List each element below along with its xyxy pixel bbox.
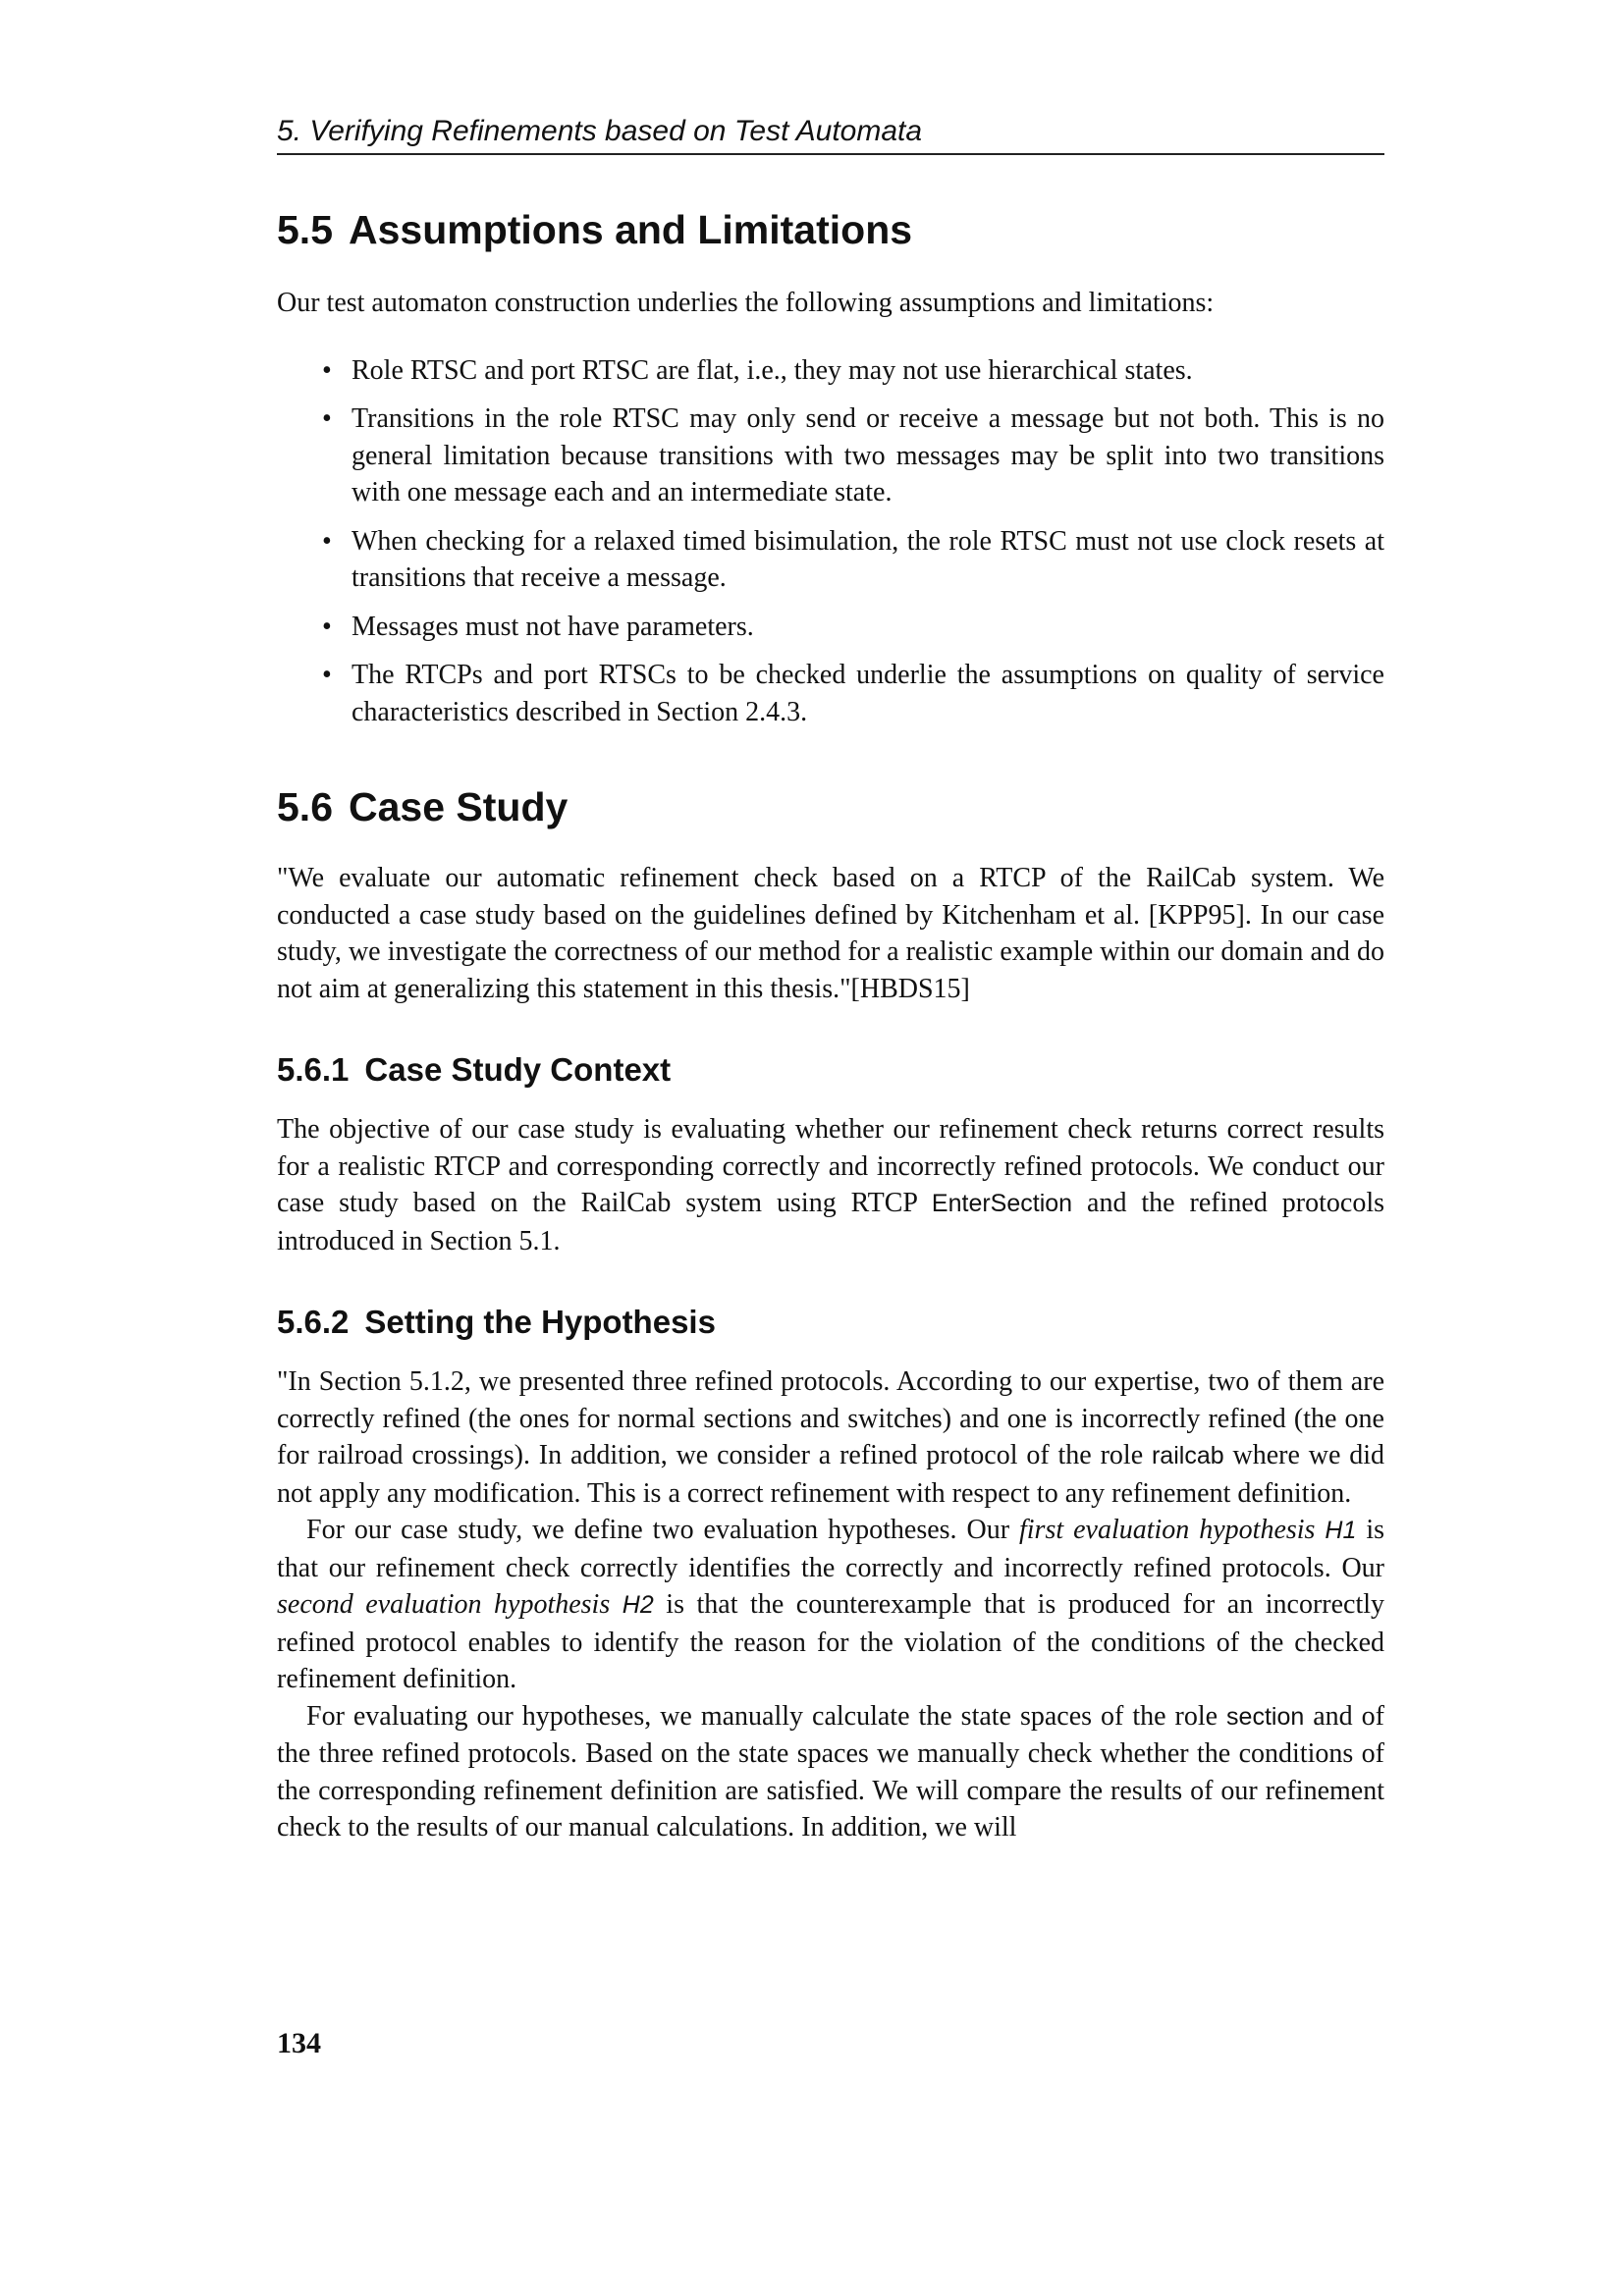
list-item	[277, 352, 1384, 390]
text-run: For evaluating our hypotheses, we manually calculate the state spaces of the role	[306, 1700, 1218, 1732]
text-run: For our case study, we define two evaluation hypotheses. Our	[306, 1515, 1010, 1545]
section-title: Case Study	[349, 784, 568, 829]
hypothesis-label: H2	[622, 1591, 654, 1619]
text-run: The objective of our case study is evaluating whether our refinement check returns correct results for a realistic RTCP and corresponding correctly and incorrectly refined protocols. We conduct our case study based on the RailCab system using RTCP	[277, 1114, 1384, 1218]
section-5-6-2-paragraph-2	[277, 1512, 1384, 1698]
subsection-title: Setting the Hypothesis	[364, 1304, 716, 1340]
header-rule	[277, 153, 1384, 155]
list-item-text: Transitions in the role RTSC may only send or receive a message but not both. This is no general limitation because transitions with two messages may be split into two transitions with one message each and an intermediate state.	[352, 403, 1384, 507]
bullet-icon: •	[322, 354, 332, 386]
section-heading-5-6	[277, 779, 1384, 834]
list-item-text: When checking for a relaxed timed bisimulation, the role RTSC must not use clock resets at transitions that receive a message.	[352, 525, 1384, 593]
text-run: "In Section 5.1.2, we presented three refined protocols. According to our expertise, two of them are correctly refined (the ones for normal sections and switches) and one is incorrectly refined (the one for railroad crossings). In addition, we consider a refined protocol of the role	[277, 1366, 1384, 1470]
text-run: and the refined protocols introduced in Section 5.1.	[277, 1188, 1384, 1256]
subsection-number: 5.6.2	[277, 1304, 350, 1340]
section-number: 5.6	[277, 784, 333, 829]
emphasis: first evaluation hypothesis	[1019, 1515, 1316, 1545]
bullet-icon: •	[322, 660, 332, 690]
section-number: 5.5	[277, 207, 333, 252]
list-item-text: The RTCPs and port RTSCs to be checked underlie the assumptions on quality of service characteristics described in Section 2.4.3.	[352, 660, 1384, 727]
section-5-6-2-paragraph-1	[277, 1363, 1384, 1512]
bullet-icon: •	[322, 611, 332, 642]
list-item	[277, 400, 1384, 511]
subsection-heading-5-6-2	[277, 1301, 1384, 1344]
section-heading-5-5	[277, 202, 1384, 257]
protocol-name: EnterSection	[931, 1190, 1073, 1217]
bullet-icon: •	[322, 403, 332, 434]
emphasis: second evaluation hypothesis	[277, 1589, 611, 1620]
running-header: 5. Verifying Refinements based on Test Automata	[277, 115, 923, 147]
list-item-text: Messages must not have parameters.	[352, 611, 754, 642]
text-run: is that the counterexample that is produced for an incorrectly refined protocol enables to identify the reason for the violation of the conditions of the checked refinement definition.	[277, 1589, 1385, 1694]
role-name: railcab	[1151, 1442, 1224, 1469]
text-run: is that our refinement check correctly identifies the correctly and incorrectly refined protocols. Our	[277, 1515, 1384, 1583]
list-item	[277, 609, 1384, 646]
section-5-6-1-paragraph	[277, 1111, 1384, 1259]
section-5-5-intro: Our test automaton construction underlies the following assumptions and limitations:	[277, 288, 1215, 318]
role-name: section	[1226, 1702, 1305, 1731]
assumptions-list	[277, 352, 1384, 731]
page-number: 134	[277, 2027, 321, 2059]
subsection-number: 5.6.1	[277, 1051, 350, 1088]
text-run: and of the three refined protocols. Based on the state spaces we manually check whether the conditions of the corresponding refinement definition are satisfied. We will compare the results of our refinement check to the results of our manual calculations. In addition, we will	[277, 1700, 1384, 1842]
section-5-6-2-paragraph-3	[277, 1698, 1384, 1846]
section-title: Assumptions and Limitations	[349, 207, 913, 252]
section-5-6-paragraph: "We evaluate our automatic refinement check based on a RTCP of the RailCab system. We conducted a case study based on the guidelines defined by Kitchenham et al. [KPP95]. In our case study, we investigate the correctness of our method for a realistic example within our domain and do not aim at generalizing this statement in this thesis."[HBDS15]	[277, 863, 1384, 1004]
bullet-icon: •	[322, 525, 332, 557]
subsection-heading-5-6-1	[277, 1048, 1384, 1092]
text-run: where we did not apply any modification. This is a correct refinement with respect to any refinement definition.	[277, 1440, 1385, 1509]
hypothesis-label: H1	[1325, 1517, 1357, 1544]
page-content	[277, 196, 1384, 1846]
list-item-text: Role RTSC and port RTSC are flat, i.e., they may not use hierarchical states.	[352, 354, 1193, 386]
list-item	[277, 657, 1384, 730]
subsection-title: Case Study Context	[364, 1051, 672, 1088]
list-item	[277, 523, 1384, 597]
